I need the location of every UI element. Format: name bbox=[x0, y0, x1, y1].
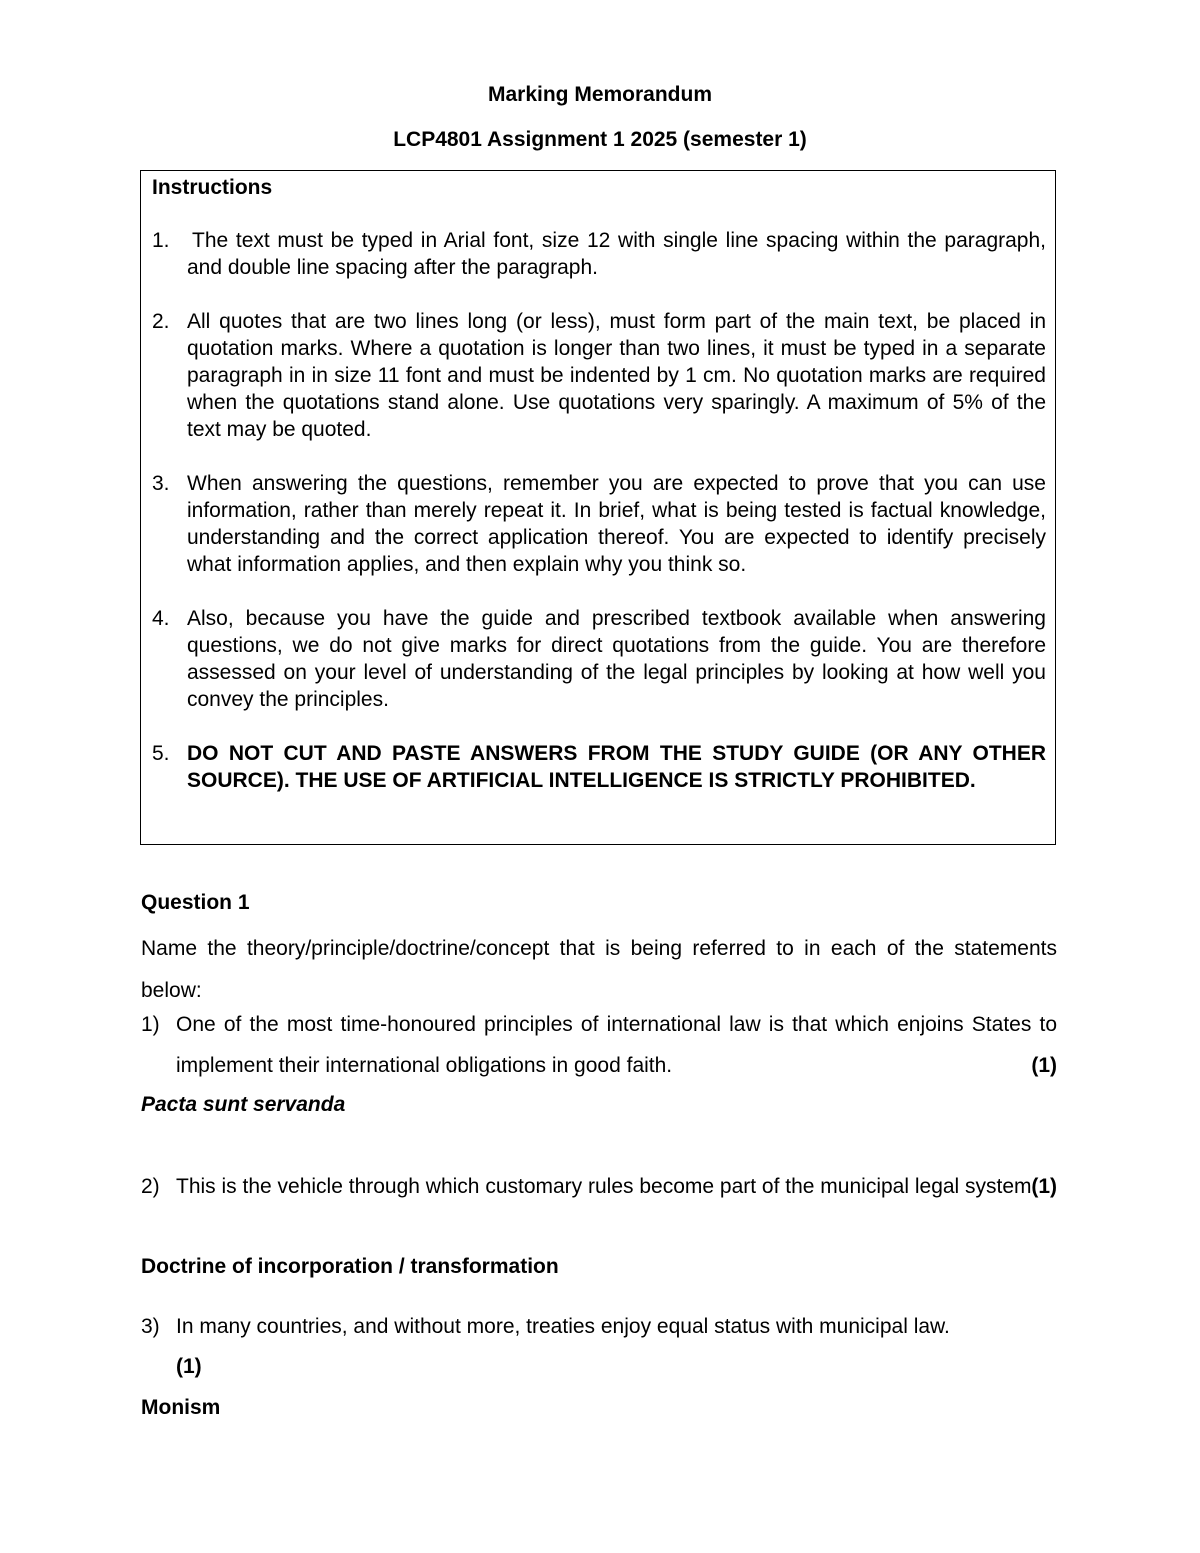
instruction-item bbox=[152, 470, 1046, 578]
item-answer: Pacta sunt servanda bbox=[141, 1093, 346, 1116]
instruction-text: When answering the questions, remember you are expected to prove that you can use information, rather than merely repeat it. In brief, what is being tested is factual knowledge, understanding and the correct application thereof. You are expected to identify precisely what information applies, and then explain why you think so. bbox=[187, 472, 1046, 576]
item-text: In many countries, and without more, treaties enjoy equal status with municipal law. bbox=[176, 1315, 950, 1338]
document-subtitle: LCP4801 Assignment 1 2025 (semester 1) bbox=[393, 128, 807, 151]
item-mark: (1) bbox=[176, 1355, 202, 1378]
instruction-number: 5. bbox=[152, 742, 170, 765]
instruction-text: The text must be typed in Arial font, size 12 with single line spacing within the paragraph, and double line spacing after the paragraph. bbox=[187, 229, 1046, 279]
item-text: One of the most time-honoured principles of international law is that which enjoins States to implement their international obligations in good faith. bbox=[176, 1013, 1057, 1077]
item-answer: Doctrine of incorporation / transformation bbox=[141, 1255, 559, 1278]
instruction-item bbox=[152, 308, 1046, 443]
instruction-text: DO NOT CUT AND PASTE ANSWERS FROM THE STUDY GUIDE (OR ANY OTHER SOURCE). THE USE OF ARTIFICIAL INTELLIGENCE IS STRICTLY PROHIBITED. bbox=[187, 742, 1046, 792]
item-answer: Monism bbox=[141, 1396, 221, 1419]
instruction-item bbox=[152, 605, 1046, 713]
instruction-number: 4. bbox=[152, 607, 170, 630]
question-item bbox=[141, 1306, 1057, 1347]
question-item bbox=[141, 1166, 1057, 1207]
instruction-number: 2. bbox=[152, 310, 170, 333]
item-text: This is the vehicle through which customary rules become part of the municipal legal system. bbox=[176, 1175, 1038, 1198]
instruction-text: Also, because you have the guide and prescribed textbook available when answering questions, we do not give marks for direct quotations from the guide. You are therefore assessed on your level of understanding of the legal principles by looking at how well you convey the principles. bbox=[187, 607, 1046, 711]
instructions-heading: Instructions bbox=[152, 176, 273, 199]
instruction-number: 1. bbox=[152, 229, 170, 252]
item-mark: (1) bbox=[1031, 1175, 1057, 1198]
item-mark: (1) bbox=[1031, 1054, 1057, 1077]
instructions-box bbox=[140, 170, 1056, 845]
instruction-item bbox=[152, 740, 1046, 794]
instruction-number: 3. bbox=[152, 472, 170, 495]
document-title: Marking Memorandum bbox=[487, 83, 713, 106]
question-item bbox=[141, 1004, 1057, 1086]
item-number: 2) bbox=[141, 1175, 160, 1198]
instruction-item bbox=[152, 227, 1046, 281]
item-number: 3) bbox=[141, 1315, 160, 1338]
instruction-text: All quotes that are two lines long (or less), must form part of the main text, be placed in quotation marks. Where a quotation is longer than two lines, it must be typed in a separate paragraph in in size 11 font and must be indented by 1 cm. No quotation marks are required when the quotations stand alone. Use quotations very sparingly. A maximum of 5% of the text may be quoted. bbox=[187, 310, 1046, 441]
item-number: 1) bbox=[141, 1013, 160, 1036]
question-intro: Name the theory/principle/doctrine/concept that is being referred to in each of the statements below: bbox=[141, 937, 1057, 1002]
question-heading: Question 1 bbox=[141, 891, 250, 914]
